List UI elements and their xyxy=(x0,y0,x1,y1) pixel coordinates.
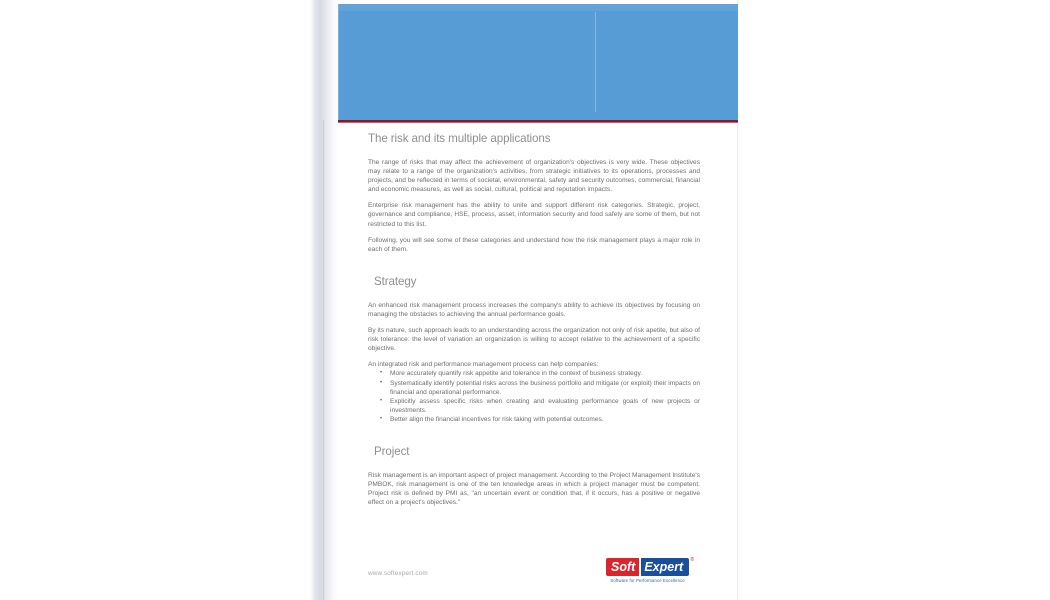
paragraph: An enhanced risk management process increases the company's ability to achieve its objectives by focusing on managing the obstacles to achieving the annual performance goals. xyxy=(368,301,700,318)
spacer xyxy=(368,254,700,275)
header-top-sheen xyxy=(339,4,738,11)
softexpert-logo-footer xyxy=(606,557,695,583)
header-edge-stripe-4 xyxy=(335,4,339,120)
logo-wordmark xyxy=(606,558,689,576)
paragraph: By its nature, such approach leads to an understanding across the organization not only of risk apetite, but also of risk tolerance: the level of variation an organization is willing to accept relative to the achievement of a specific objective. xyxy=(368,327,700,353)
document-page xyxy=(310,0,738,600)
paragraph: An integrated risk and performance management process can help companies: xyxy=(368,361,599,369)
logo-tagline: Software for Performance Excellence xyxy=(610,577,685,583)
spacer xyxy=(368,229,700,236)
section-heading-project: Project xyxy=(374,444,410,458)
list-item: • Explicitly assess specific risks when creating and evaluating performance goals of new projects or investments. xyxy=(390,397,700,415)
footer-website-url[interactable]: www.softexpert.com xyxy=(368,570,428,577)
section-heading-strategy: Strategy xyxy=(374,274,417,288)
paragraph: Risk management is an important aspect of project management. According to the Project Management Institute's PMBOK, risk management is one of the ten knowledge areas in which a project manager must be competent. Project risk is defined by PMI as, "an uncertain event or condition that, if it occurs, has a positive or negative effect on a project's objectives." xyxy=(368,471,700,507)
list-item: • Systematically identify potential risks across the business portfolio and mitigate (or exploit) their impacts on financial and operational performance. xyxy=(390,379,700,397)
spacer xyxy=(368,458,700,471)
page-spine-fold-line xyxy=(323,120,324,600)
header-red-rule-highlight xyxy=(322,122,738,123)
logo-soft-box: Soft xyxy=(606,558,639,576)
paragraph: Following, you will see some of these categories and understand how the risk management plays a major role in each of them. xyxy=(368,236,700,253)
paragraph: The range of risks that may affect the achievement of organization's objectives is very wide. These objectives may relate to a range of the organization's activities, from strategic initiatives to its operations, processes and projects, and be reflected in terms of societal, environmental, safety and security outcomes, commercial, financial and economic measures, as well as social, cultural, political and reputation impacts. xyxy=(368,159,700,194)
logo-trademark-icon: ® xyxy=(690,557,695,563)
header-vertical-divider xyxy=(595,12,596,112)
spacer xyxy=(368,288,700,301)
logo-expert-box: Expert xyxy=(639,558,689,576)
spacer xyxy=(368,145,700,158)
spacer xyxy=(368,319,700,326)
document-body xyxy=(368,132,700,507)
strategy-benefits-list xyxy=(368,369,700,424)
spacer xyxy=(368,424,700,445)
document-header-band xyxy=(322,4,738,120)
list-item: • More accurately quantify risk appetite and tolerance in the context of business strategy. xyxy=(390,369,700,378)
spacer xyxy=(368,353,700,360)
spacer xyxy=(368,194,700,201)
list-item: • Better align the financial incentives for risk taking with potential outcomes. xyxy=(390,415,700,424)
paragraph: Enterprise risk management has the ability to unite and support different risk categories. Strategic, project, governance and compliance, HSE, process, asset, information security and food safety are some of them, but not restricted to this list. xyxy=(368,202,700,228)
section-heading-risk-applications: The risk and its multiple applications xyxy=(368,132,551,145)
